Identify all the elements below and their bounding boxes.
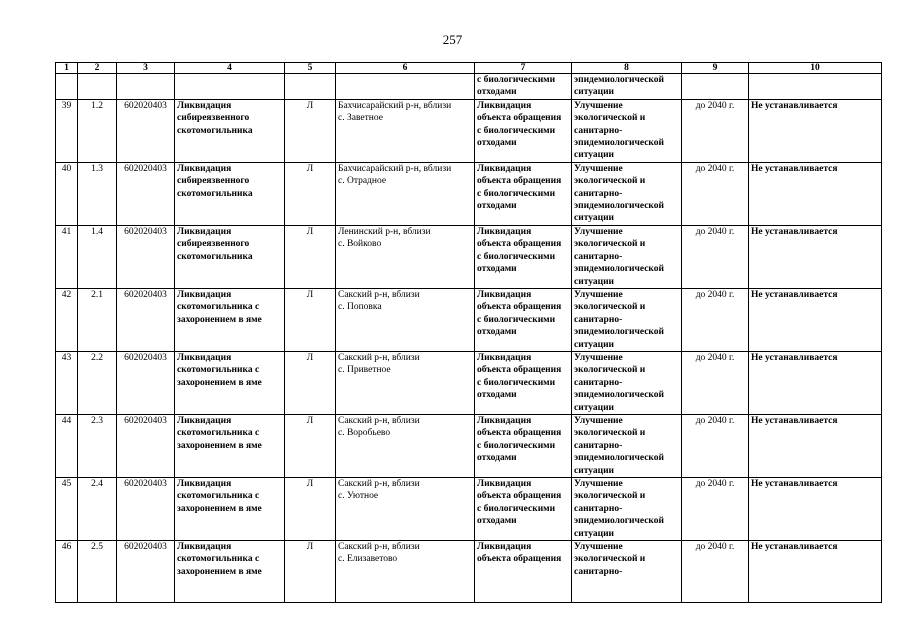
row-number-cell: 46 (56, 541, 78, 603)
name-cell: Ликвидация скотомогильника с захоронением в яме (175, 288, 285, 351)
row-number-cell: 43 (56, 351, 78, 414)
header-cell-3: 3 (117, 63, 175, 74)
continuation-row (56, 74, 882, 100)
term-cell: до 2040 г. (682, 99, 749, 162)
term-cell: до 2040 г. (682, 288, 749, 351)
table-row (56, 414, 882, 477)
status-cell: Не устанавливается (749, 162, 882, 225)
sub-number-cell: 2.2 (78, 351, 117, 414)
table-row (56, 99, 882, 162)
table-row (56, 478, 882, 541)
object-cell: Ликвидация объекта обращения с биологическими отходами (475, 288, 572, 351)
effect-cell: Улучшение экологической и санитарно- эпидемиологической ситуации (572, 351, 682, 414)
term-cell: до 2040 г. (682, 414, 749, 477)
header-cell-5: 5 (285, 63, 336, 74)
name-cell: Ликвидация скотомогильника с захоронением в яме (175, 351, 285, 414)
term-cell: до 2040 г. (682, 541, 749, 603)
header-cell-1: 1 (56, 63, 78, 74)
name-cell: Ликвидация скотомогильника с захоронением в яме (175, 414, 285, 477)
status-cell: Не устанавливается (749, 478, 882, 541)
type-cell: Л (285, 225, 336, 288)
effect-cell: Улучшение экологической и санитарно- эпидемиологической ситуации (572, 288, 682, 351)
object-cell: Ликвидация объекта обращения с биологическими отходами (475, 478, 572, 541)
effect-cell: Улучшение экологической и санитарно- эпидемиологической ситуации (572, 162, 682, 225)
location-cell: Сакский р-н, вблизи с. Приветное (336, 351, 475, 414)
sub-number-cell: 2.1 (78, 288, 117, 351)
term-cell: до 2040 г. (682, 225, 749, 288)
term-cell: до 2040 г. (682, 351, 749, 414)
location-cell: Сакский р-н, вблизи с. Воробьево (336, 414, 475, 477)
sub-number-cell: 1.2 (78, 99, 117, 162)
effect-cell: Улучшение экологической и санитарно- эпидемиологической ситуации (572, 225, 682, 288)
header-cell-9: 9 (682, 63, 749, 74)
effect-cell: Улучшение экологической и санитарно- эпидемиологической ситуации (572, 478, 682, 541)
location-cell: Ленинский р-н, вблизи с. Войково (336, 225, 475, 288)
header-cell-4: 4 (175, 63, 285, 74)
document-table (55, 62, 882, 603)
sub-number-cell: 2.3 (78, 414, 117, 477)
effect-cell: Улучшение экологической и санитарно- эпидемиологической ситуации (572, 414, 682, 477)
row-number-cell: 42 (56, 288, 78, 351)
status-cell: Не устанавливается (749, 351, 882, 414)
code-cell: 602020403 (117, 99, 175, 162)
type-cell: Л (285, 541, 336, 603)
location-cell: Бахчисарайский р-н, вблизи с. Заветное (336, 99, 475, 162)
location-cell: Бахчисарайский р-н, вблизи с. Отрадное (336, 162, 475, 225)
type-cell: Л (285, 99, 336, 162)
code-cell: 602020403 (117, 478, 175, 541)
name-cell: Ликвидация сибиреязвенного скотомогильника (175, 162, 285, 225)
header-cell-6: 6 (336, 63, 475, 74)
effect-cell: Улучшение экологической и санитарно- эпидемиологической ситуации (572, 99, 682, 162)
header-cell-10: 10 (749, 63, 882, 74)
table-row (56, 288, 882, 351)
table-row (56, 225, 882, 288)
object-cell: Ликвидация объекта обращения с биологическими отходами (475, 162, 572, 225)
continuation-object-cell: с биологическими отходами (475, 74, 572, 100)
term-cell: до 2040 г. (682, 478, 749, 541)
location-cell: Сакский р-н, вблизи с. Уютное (336, 478, 475, 541)
term-cell: до 2040 г. (682, 162, 749, 225)
header-cell-8: 8 (572, 63, 682, 74)
table-row (56, 541, 882, 603)
code-cell: 602020403 (117, 351, 175, 414)
type-cell: Л (285, 351, 336, 414)
row-number-cell: 44 (56, 414, 78, 477)
status-cell: Не устанавливается (749, 541, 882, 603)
type-cell: Л (285, 288, 336, 351)
code-cell: 602020403 (117, 288, 175, 351)
header-row (56, 63, 882, 74)
name-cell: Ликвидация скотомогильника с захоронением в яме (175, 541, 285, 603)
code-cell: 602020403 (117, 414, 175, 477)
name-cell: Ликвидация скотомогильника с захоронением в яме (175, 478, 285, 541)
status-cell: Не устанавливается (749, 225, 882, 288)
name-cell: Ликвидация сибиреязвенного скотомогильника (175, 225, 285, 288)
row-number-cell: 39 (56, 99, 78, 162)
sub-number-cell: 1.3 (78, 162, 117, 225)
table-row (56, 162, 882, 225)
code-cell: 602020403 (117, 541, 175, 603)
row-number-cell: 40 (56, 162, 78, 225)
sub-number-cell: 2.4 (78, 478, 117, 541)
type-cell: Л (285, 414, 336, 477)
object-cell: Ликвидация объекта обращения (475, 541, 572, 603)
object-cell: Ликвидация объекта обращения с биологическими отходами (475, 351, 572, 414)
page-number: 257 (442, 32, 463, 47)
sub-number-cell: 1.4 (78, 225, 117, 288)
object-cell: Ликвидация объекта обращения с биологическими отходами (475, 225, 572, 288)
table-row (56, 351, 882, 414)
location-cell: Сакский р-н, вблизи с. Поповка (336, 288, 475, 351)
type-cell: Л (285, 478, 336, 541)
header-cell-7: 7 (475, 63, 572, 74)
status-cell: Не устанавливается (749, 99, 882, 162)
object-cell: Ликвидация объекта обращения с биологическими отходами (475, 99, 572, 162)
continuation-effect-cell: эпидемиологической ситуации (572, 74, 682, 100)
code-cell: 602020403 (117, 225, 175, 288)
status-cell: Не устанавливается (749, 414, 882, 477)
name-cell: Ликвидация сибиреязвенного скотомогильника (175, 99, 285, 162)
object-cell: Ликвидация объекта обращения с биологическими отходами (475, 414, 572, 477)
type-cell: Л (285, 162, 336, 225)
header-cell-2: 2 (78, 63, 117, 74)
sub-number-cell: 2.5 (78, 541, 117, 603)
status-cell: Не устанавливается (749, 288, 882, 351)
row-number-cell: 45 (56, 478, 78, 541)
location-cell: Сакский р-н, вблизи с. Елизаветово (336, 541, 475, 603)
effect-cell: Улучшение экологической и санитарно- (572, 541, 682, 603)
row-number-cell: 41 (56, 225, 78, 288)
code-cell: 602020403 (117, 162, 175, 225)
